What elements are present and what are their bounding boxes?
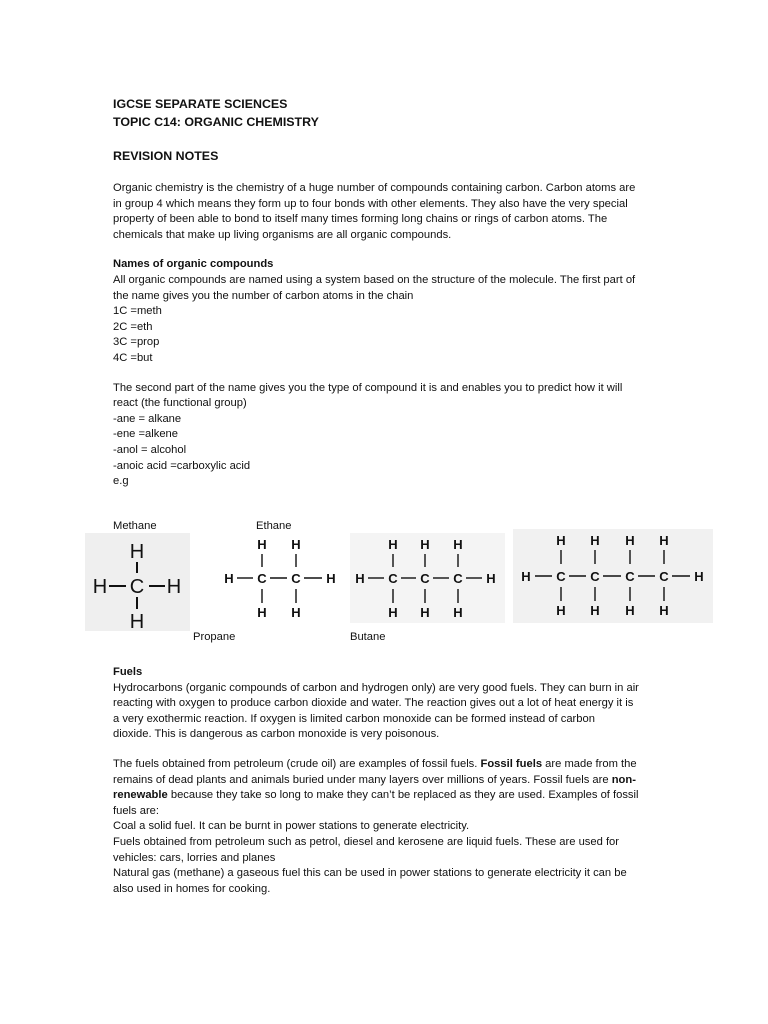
atom-h: H: [590, 533, 600, 548]
methane-structure: [85, 533, 190, 631]
fossil-text: because they take so long to make they can’t be replaced as they are used. Examples of fossil: [167, 789, 639, 802]
doc-title-line3: REVISION NOTES: [113, 149, 219, 163]
names-section: [113, 257, 658, 489]
names-line: the name gives you the number of carbon atoms in the chain: [113, 289, 414, 302]
non-renewable-term: renewable: [113, 789, 168, 802]
atom-c: C: [625, 569, 635, 584]
names-line2: e.g: [113, 475, 129, 488]
atom-h: H: [556, 603, 566, 618]
doc-title-line1: IGCSE SEPARATE SCIENCES: [113, 97, 288, 111]
atom-h: H: [625, 603, 635, 618]
fossil-line: vehicles: cars, lorries and planes: [113, 851, 276, 864]
butane-label: Butane: [350, 631, 386, 643]
atom-h: H: [556, 533, 566, 548]
atom-h: H: [420, 537, 430, 552]
atom-h: H: [625, 533, 635, 548]
atom-h: H: [129, 541, 145, 563]
names-line2: -anol = alcohol: [113, 443, 187, 456]
names-line: All organic compounds are named using a system based on the structure of the molecule. The first part of: [113, 273, 636, 286]
intro-line: chemicals that make up living organisms are all organic compounds.: [113, 228, 452, 241]
fuels-line: dioxide. This is dangerous as carbon monoxide is very poisonous.: [113, 728, 440, 741]
fossil-line: [113, 773, 658, 789]
atom-h: H: [420, 605, 430, 620]
atom-h: H: [355, 571, 365, 586]
atom-h: H: [521, 569, 531, 584]
atom-h: H: [326, 571, 336, 586]
doc-title-line2: TOPIC C14: ORGANIC CHEMISTRY: [113, 115, 319, 129]
names-line2: react (the functional group): [113, 397, 247, 410]
ethane-label: Ethane: [256, 520, 292, 532]
intro-paragraph: [113, 181, 658, 243]
atom-c: C: [659, 569, 669, 584]
fuels-heading: Fuels: [113, 666, 143, 678]
ethane-structure: [218, 533, 343, 623]
atom-h: H: [486, 571, 496, 586]
atom-h: H: [659, 603, 669, 618]
revision-notes-page: [113, 95, 658, 490]
names-line: 2C =eth: [113, 320, 153, 333]
atom-c: C: [257, 571, 267, 586]
atom-c: C: [590, 569, 600, 584]
atom-c: C: [420, 571, 430, 586]
names-line2: -ene =alkene: [113, 428, 179, 441]
names-line2: -anoic acid =carboxylic acid: [113, 459, 251, 472]
atom-c: C: [556, 569, 566, 584]
fuels-line: Hydrocarbons (organic compounds of carbon and hydrogen only) are very good fuels. They can burn in air: [113, 681, 639, 694]
fossil-line: also used in homes for cooking.: [113, 882, 271, 895]
atom-h: H: [257, 605, 267, 620]
intro-line: in group 4 which means they form up to four bonds with other elements. They also have the very special: [113, 197, 628, 210]
fossil-line: Coal a solid fuel. It can be burnt in power stations to generate electricity.: [113, 820, 470, 833]
names-heading: Names of organic compounds: [113, 258, 274, 271]
fossil-line: Natural gas (methane) a gaseous fuel this can be used in power stations to generate electricity it can be: [113, 867, 627, 880]
atom-h: H: [694, 569, 704, 584]
atom-h: H: [291, 605, 301, 620]
atom-h: H: [388, 605, 398, 620]
names-line: 4C =but: [113, 351, 153, 364]
atom-h: H: [590, 603, 600, 618]
atom-h: H: [166, 576, 182, 598]
intro-line: Organic chemistry is the chemistry of a huge number of compounds containing carbon. Carbon atoms are: [113, 182, 636, 194]
names-line: 3C =prop: [113, 336, 160, 349]
fossil-line: Fuels obtained from petroleum such as petrol, diesel and kerosene are liquid fuels. These are used for: [113, 835, 620, 848]
propane-label: Propane: [193, 631, 236, 643]
atom-h: H: [659, 533, 669, 548]
atom-c: C: [129, 576, 145, 598]
atom-h: H: [453, 605, 463, 620]
atom-h: H: [92, 576, 108, 598]
propane-structure: [350, 533, 505, 623]
atom-h: H: [291, 537, 301, 552]
atom-h: H: [129, 611, 145, 631]
intro-line: property of been able to bond to itself many times forming long chains or rings of carbon atoms. The: [113, 213, 608, 226]
atom-h: H: [453, 537, 463, 552]
fossil-text: The fuels obtained from petroleum (crude oil) are examples of fossil fuels.: [113, 757, 481, 770]
atom-h: H: [224, 571, 234, 586]
atom-c: C: [453, 571, 463, 586]
non-renewable-term: non-: [611, 773, 636, 786]
fuels-line: a very exothermic reaction. If oxygen is limited carbon monoxide can be formed instead of carbon: [113, 712, 595, 725]
atom-c: C: [291, 571, 301, 586]
butane-structure: [513, 529, 713, 623]
fuels-line: reacting with oxygen to produce carbon dioxide and water. The reaction gives out a lot of heat energy it is: [113, 697, 634, 710]
methane-label: Methane: [113, 520, 157, 532]
names-line: 1C =meth: [113, 305, 162, 318]
fossil-text: remains of dead plants and animals buried under many layers over millions of years. Fossil fuels are: [113, 773, 612, 786]
atom-h: H: [388, 537, 398, 552]
atom-c: C: [388, 571, 398, 586]
fossil-text: are made from the: [542, 757, 637, 770]
atom-h: H: [257, 537, 267, 552]
fuels-section: [113, 665, 658, 897]
names-line2: The second part of the name gives you the type of compound it is and enables you to predict how it will: [113, 381, 623, 394]
fossil-line: [113, 788, 658, 804]
names-line2: -ane = alkane: [113, 412, 182, 425]
fossil-fuels-term: Fossil fuels: [480, 757, 543, 770]
fossil-line: [113, 757, 658, 773]
fossil-line: fuels are:: [113, 804, 160, 817]
